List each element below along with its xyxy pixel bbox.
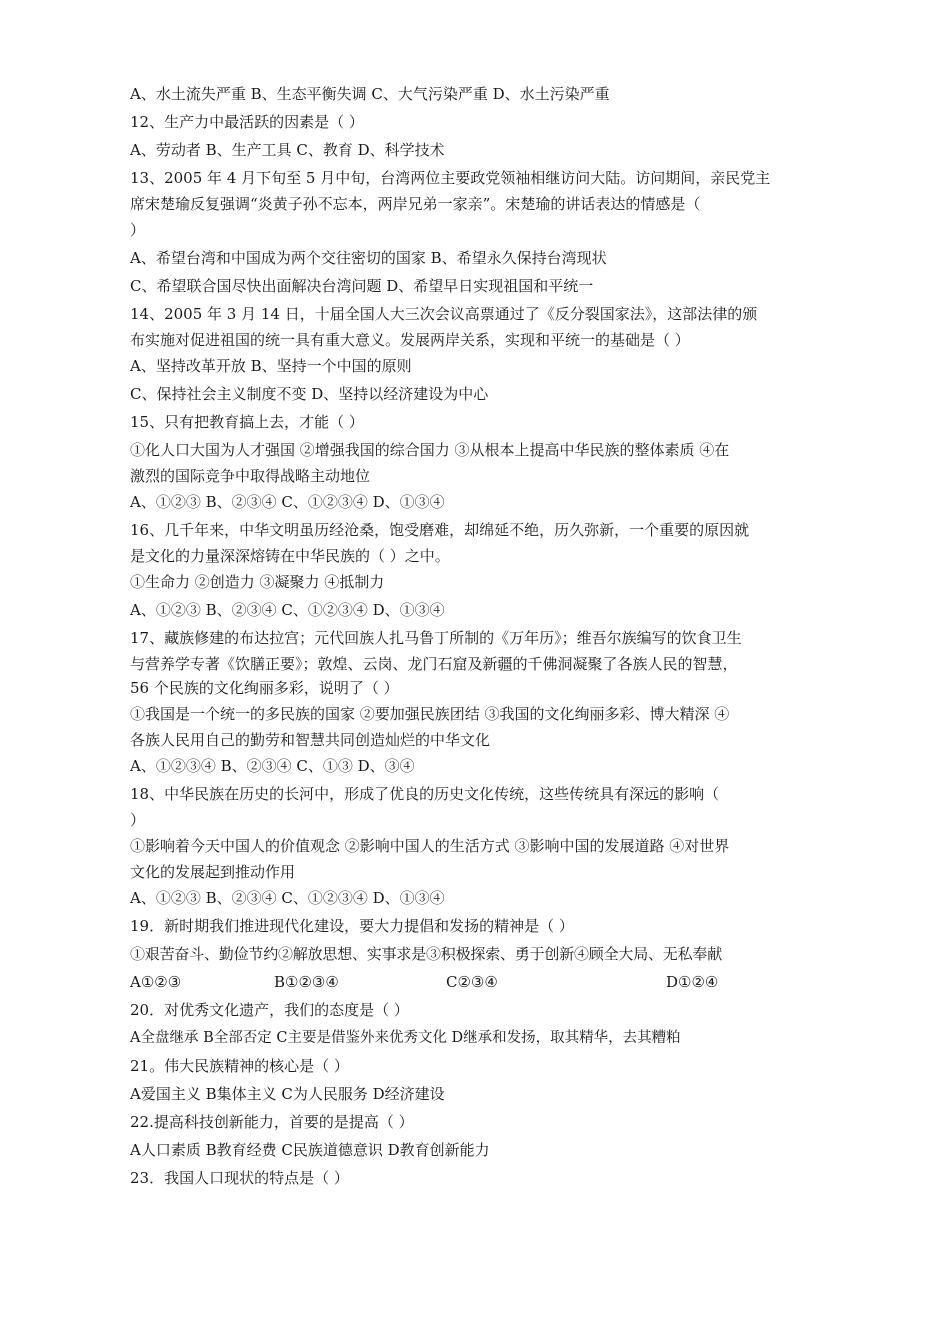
statements-18-cont: 文化的发展起到推动作用	[130, 863, 296, 881]
question-22: 22.提高科技创新能力，首要的是提高（ ）	[130, 1113, 414, 1131]
question-13-bracket: ）	[130, 221, 146, 239]
options-13-ab: A、希望台湾和中国成为两个交往密切的国家 B、希望永久保持台湾现状	[130, 249, 607, 267]
options-14-ab: A、坚持改革开放 B、坚持一个中国的原则	[130, 357, 412, 375]
text-line: A、水土流失严重 B、生态平衡失调 C、大气污染严重 D、水土污染严重	[130, 85, 610, 103]
question-15: 15、只有把教育搞上去，才能（ ）	[130, 413, 364, 431]
statements-17-cont: 各族人民用自己的勤劳和智慧共同创造灿烂的中华文化	[130, 731, 491, 749]
option-c: C②③④	[446, 973, 498, 991]
question-13-cont: 席宋楚瑜反复强调“炎黄子孙不忘本，两岸兄弟一家亲”。宋楚瑜的讲话表达的情感是（	[130, 195, 701, 213]
options-12: A、劳动者 B、生产工具 C、教育 D、科学技术	[130, 141, 445, 159]
question-16: 16、几千年来，中华文明虽历经沧桑，饱受磨难，却绵延不绝，历久弥新，一个重要的原因就	[130, 521, 750, 539]
options-13-cd: C、希望联合国尽快出面解决台湾问题 D、希望早日实现祖国和平统一	[130, 277, 594, 295]
question-12: 12、生产力中最活跃的因素是（ ）	[130, 113, 364, 131]
question-19: 19．新时期我们推进现代化建设，要大力提倡和发扬的精神是（ ）	[130, 917, 574, 935]
options-19	[130, 968, 830, 996]
question-17-cont: 与营养学专著《饮膳正要》；敦煌、云岗、龙门石窟及新疆的千佛洞凝聚了各族人民的智慧，	[130, 655, 738, 673]
options-22: A人口素质 B教育经费 C民族道德意识 D教育创新能力	[130, 1141, 490, 1159]
statements-19: ①艰苦奋斗、勤俭节约②解放思想、实事求是③积极探索、勇于创新④顾全大局、无私奉献	[130, 945, 723, 963]
question-14: 14、2005 年 3 月 14 日，十届全国人大三次会议高票通过了《反分裂国家法》，这部法律的颁	[130, 305, 758, 323]
question-18: 18、中华民族在历史的长河中，形成了优良的历史文化传统，这些传统具有深远的影响（	[130, 785, 720, 803]
question-16-cont: 是文化的力量深深熔铸在中华民族的（ ）之中。	[130, 547, 450, 565]
question-17-cont2: 56 个民族的文化绚丽多彩，说明了（ ）	[130, 679, 399, 697]
statements-17: ①我国是一个统一的多民族的国家 ②要加强民族团结 ③我国的文化绚丽多彩、博大精深 ④	[130, 705, 730, 723]
statements-16: ①生命力 ②创造力 ③凝聚力 ④抵制力	[130, 573, 385, 591]
question-20: 20．对优秀文化遗产，我们的态度是（ ）	[130, 1001, 409, 1019]
options-16: A、①②③ B、②③④ C、①②③④ D、①③④	[130, 601, 445, 619]
options-21: A爱国主义 B集体主义 C为人民服务 D经济建设	[130, 1085, 445, 1103]
options-17: A、①②③④ B、②③④ C、①③ D、③④	[130, 757, 415, 775]
statements-15-cont: 激烈的国际竞争中取得战略主动地位	[130, 467, 371, 485]
question-21: 21。伟大民族精神的核心是（ ）	[130, 1057, 349, 1075]
statements-15: ①化人口大国为人才强国 ②增强我国的综合国力 ③从根本上提高中华民族的整体素质 ④在	[130, 441, 730, 459]
option-b: B①②③④	[274, 973, 339, 991]
question-18-bracket: ）	[130, 811, 146, 829]
statements-18: ①影响着今天中国人的价值观念 ②影响中国人的生活方式 ③影响中国的发展道路 ④对世界	[130, 837, 730, 855]
question-17: 17、藏族修建的布达拉宫；元代回族人扎马鲁丁所制的《万年历》；维吾尔族编写的饮食卫生	[130, 629, 742, 647]
question-14-cont: 布实施对促进祖国的统一具有重大意义。发展两岸关系，实现和平统一的基础是（ ）	[130, 331, 690, 349]
option-a: A①②③	[130, 973, 182, 991]
question-23: 23．我国人口现状的特点是（ ）	[130, 1169, 349, 1187]
options-14-cd: C、保持社会主义制度不变 D、坚持以经济建设为中心	[130, 385, 489, 403]
options-20: A全盘继承 B全部否定 C主要是借鉴外来优秀文化 D继承和发扬，取其精华，去其糟粕	[130, 1030, 681, 1046]
question-13: 13、2005 年 4 月下旬至 5 月中旬，台湾两位主要政党领袖相继访问大陆。访问期间，亲民党主	[130, 169, 771, 187]
question-content	[130, 80, 830, 1192]
option-d: D①②④	[666, 973, 719, 991]
options-18: A、①②③ B、②③④ C、①②③④ D、①③④	[130, 889, 445, 907]
options-15: A、①②③ B、②③④ C、①②③④ D、①③④	[130, 493, 445, 511]
